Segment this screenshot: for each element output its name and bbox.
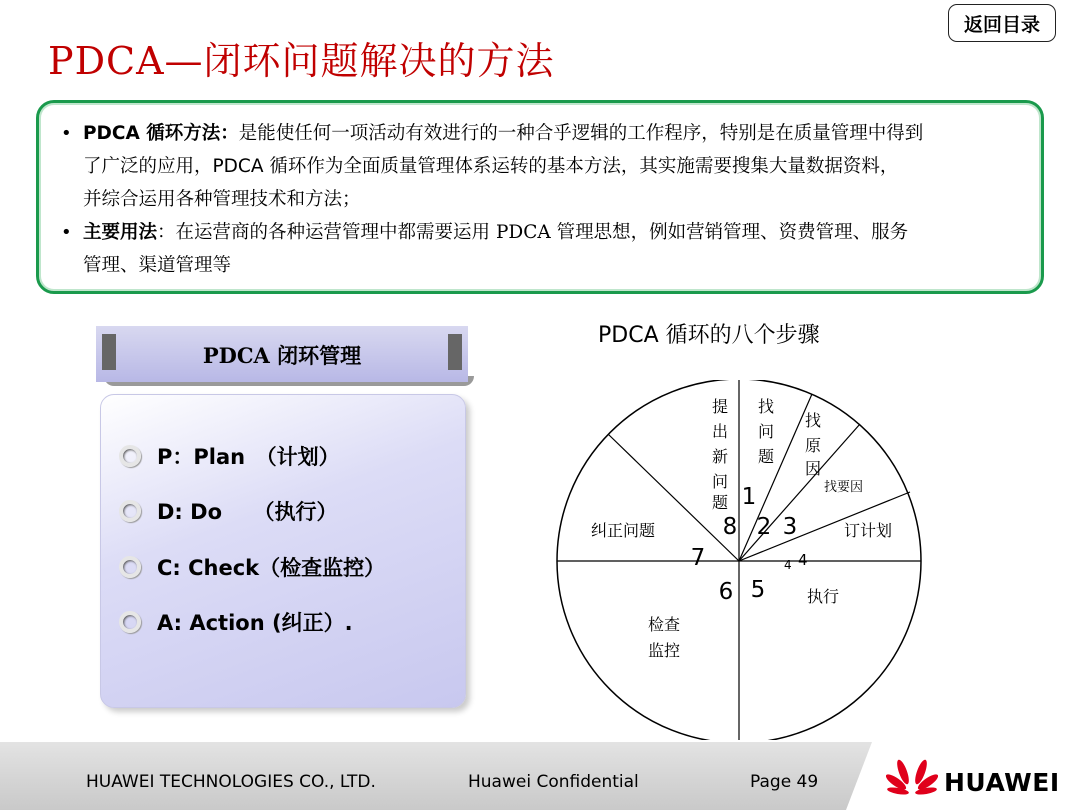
- sector-label-char: 提: [711, 397, 729, 416]
- footer-company: HUAWEI TECHNOLOGIES CO., LTD.: [86, 772, 376, 792]
- step-action: [119, 607, 353, 637]
- sector-label-char: 新: [711, 447, 729, 466]
- sector-label-char: 题: [711, 493, 729, 512]
- bullet-colon: ：: [220, 123, 239, 144]
- bullet-text-line: 是能使任何一项活动有效进行的一种合乎逻辑的工作程序，特别是在质量管理中得到: [238, 123, 924, 144]
- huawei-logo-icon: [886, 758, 938, 802]
- sector-label-char: 找: [804, 411, 822, 430]
- pdca-banner: [96, 326, 468, 384]
- step-text: P：Plan （计划）: [157, 445, 340, 469]
- bullet-text-pdca: PDCA: [495, 222, 551, 243]
- bullet-text-line: 了广泛的应用，PDCA 循环作为全面质量管理体系运转的基本方法，其实施需要搜集大量数据资料，: [83, 156, 899, 177]
- sector-label-check: 监控: [648, 641, 681, 660]
- step-number: 7: [690, 545, 706, 571]
- sector-label-correct: 纠正问题: [591, 521, 656, 540]
- step-number: 1: [741, 484, 757, 510]
- bullet-term: 主要用法: [83, 222, 158, 243]
- step-number: 3: [782, 514, 798, 540]
- pdca-cycle-diagram: [552, 380, 924, 740]
- bullet-icon: •: [61, 123, 72, 144]
- step-text: C: Check（检查监控）: [157, 556, 386, 580]
- sector-label-char: 找: [757, 397, 775, 416]
- sector-label-check: 检查: [648, 615, 681, 634]
- step-number: 2: [756, 514, 772, 540]
- bullet-text-line: 管理思想，例如营销管理、资费管理、服务: [556, 222, 909, 243]
- step-do: [119, 496, 338, 526]
- bullet-term: PDCA 循环方法: [83, 123, 221, 144]
- sector-label-plan: 订计划: [844, 521, 893, 540]
- ring-bullet-icon: [119, 500, 141, 522]
- bullet-colon: ：: [157, 222, 176, 243]
- step-plan: [119, 441, 340, 471]
- page-title: PDCA—闭环问题解决的方法: [48, 39, 555, 83]
- back-to-contents-button[interactable]: 返回目录: [948, 4, 1056, 42]
- pie-title: PDCA 循环的八个步骤: [598, 323, 820, 348]
- description-box: [36, 100, 1044, 294]
- bullet-text-line: 并综合运用各种管理技术和方法；: [83, 189, 361, 210]
- sector-label-char: 题: [757, 447, 775, 466]
- pdca-steps-panel: [100, 394, 466, 708]
- footer-page-number: Page 49: [750, 772, 819, 792]
- ring-bullet-icon: [119, 445, 141, 467]
- sector-label-char: 问: [757, 422, 775, 441]
- sector-label-char: 出: [711, 422, 729, 441]
- footer-confidential: Huawei Confidential: [468, 772, 639, 792]
- step-number: 6: [718, 579, 734, 605]
- sector-label-char: 原: [804, 436, 822, 455]
- bullet-text-line: 管理、渠道管理等: [83, 255, 232, 276]
- ring-bullet-icon: [119, 611, 141, 633]
- step-number: 4: [784, 558, 792, 572]
- ring-bullet-icon: [119, 556, 141, 578]
- bullet-icon: •: [61, 222, 72, 243]
- sector-label-find-key-cause: 找要因: [824, 480, 864, 495]
- step-number: 4: [798, 551, 808, 569]
- step-number: 5: [750, 577, 766, 603]
- sector-label-char: 因: [804, 459, 822, 478]
- bullet-text-line: 在运营商的各种运营管理中都需要运用: [175, 222, 491, 243]
- bullet-item: [61, 117, 1023, 216]
- sector-label-do: 执行: [807, 587, 840, 606]
- footer: [0, 742, 1080, 810]
- sector-label-char: 问: [711, 472, 729, 491]
- step-text: A: Action (纠正）.: [157, 611, 353, 635]
- step-text: D: Do （执行）: [157, 500, 338, 524]
- huawei-logo-text: HUAWEI: [944, 768, 1060, 797]
- bullet-item: [61, 216, 1023, 282]
- step-check: [119, 552, 385, 582]
- banner-label: PDCA 闭环管理: [202, 343, 362, 368]
- step-number: 8: [722, 514, 738, 540]
